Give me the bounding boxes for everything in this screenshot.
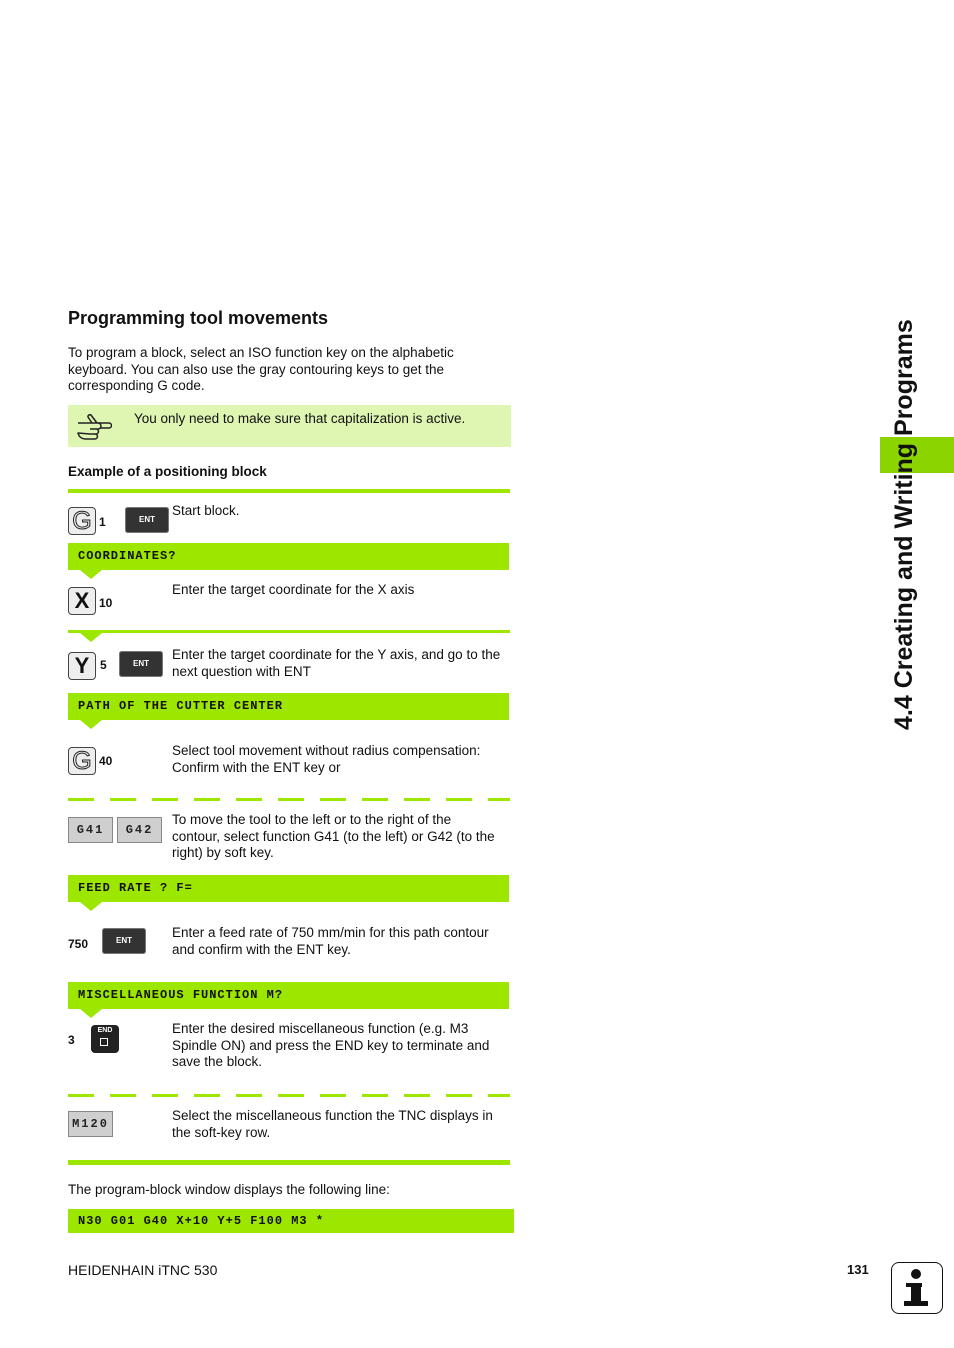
softkey-g41: G41 xyxy=(68,817,113,843)
step3-description: Enter the target coordinate for the Y axis, and go to the next question with ENT xyxy=(172,647,501,679)
step1-description: Start block. xyxy=(172,503,240,518)
ent-key-icon: ENT xyxy=(102,928,146,954)
step2-value: 10 xyxy=(99,596,113,610)
bar-arrow-icon xyxy=(80,902,102,911)
divider-top xyxy=(68,489,510,493)
step6-value: 750 xyxy=(68,937,89,951)
step6-description: Enter a feed rate of 750 mm/min for this path contour and confirm with the ENT key. xyxy=(172,925,489,957)
dialog-bar-coordinates: COORDINATES? xyxy=(68,543,509,570)
step7-value: 3 xyxy=(68,1033,75,1047)
g-key-icon: G xyxy=(68,507,96,535)
bar-arrow-icon xyxy=(80,633,102,642)
dialog-bar-misc: MISCELLANEOUS FUNCTION M? xyxy=(68,982,509,1009)
result-text: The program-block window displays the following line: xyxy=(68,1182,390,1197)
bar-arrow-icon xyxy=(80,1009,102,1018)
step7-description: Enter the desired miscellaneous function (e.g. M3 Spindle ON) and press the END key to terminate and save the block. xyxy=(172,1021,490,1069)
ent-key-icon: ENT xyxy=(125,507,169,533)
pointing-hand-icon xyxy=(76,413,112,441)
y-key-icon: Y xyxy=(68,652,96,680)
divider xyxy=(68,630,510,633)
dialog-bar-path: PATH OF THE CUTTER CENTER xyxy=(68,693,509,720)
step5-description: To move the tool to the left or to the right of the contour, select function G41 (to the left) or G42 (to the right) by soft key. xyxy=(172,812,495,860)
step3-value: 5 xyxy=(100,658,107,672)
softkey-g42: G42 xyxy=(117,817,162,843)
softkey-m120: M120 xyxy=(68,1111,113,1137)
x-key-icon: X xyxy=(68,587,96,615)
page-number: 131 xyxy=(847,1262,869,1277)
footer-product: HEIDENHAIN iTNC 530 xyxy=(68,1262,218,1278)
step4-description: Select tool movement without radius compensation: Confirm with the ENT key or xyxy=(172,743,481,775)
info-icon xyxy=(891,1262,943,1314)
end-key-icon: END xyxy=(91,1025,119,1053)
divider-bottom xyxy=(68,1160,510,1165)
section-heading: Programming tool movements xyxy=(68,308,329,328)
step4-value: 40 xyxy=(99,754,113,768)
g-key-icon: G xyxy=(68,747,96,775)
ent-key-icon: ENT xyxy=(119,651,163,677)
note-text: You only need to make sure that capitalization is active. xyxy=(134,411,466,426)
chapter-title-text: 4.4 Creating and Writing Programs xyxy=(890,319,918,730)
dashed-divider xyxy=(68,1094,510,1097)
step8-description: Select the miscellaneous function the TNC displays in the soft-key row. xyxy=(172,1108,493,1140)
program-line-bar: N30 G01 G40 X+10 Y+5 F100 M3 * xyxy=(68,1209,514,1233)
step2-description: Enter the target coordinate for the X axis xyxy=(172,582,415,597)
bar-arrow-icon xyxy=(80,570,102,579)
step1-value: 1 xyxy=(99,515,106,529)
dialog-bar-feed: FEED RATE ? F= xyxy=(68,875,509,902)
chapter-title xyxy=(880,310,925,730)
bar-arrow-icon xyxy=(80,720,102,729)
intro-paragraph: To program a block, select an ISO function key on the alphabetic keyboard. You can also use the gray contouring keys to get the corresponding G code. xyxy=(68,345,454,393)
example-heading: Example of a positioning block xyxy=(68,464,267,479)
dashed-divider xyxy=(68,798,510,801)
